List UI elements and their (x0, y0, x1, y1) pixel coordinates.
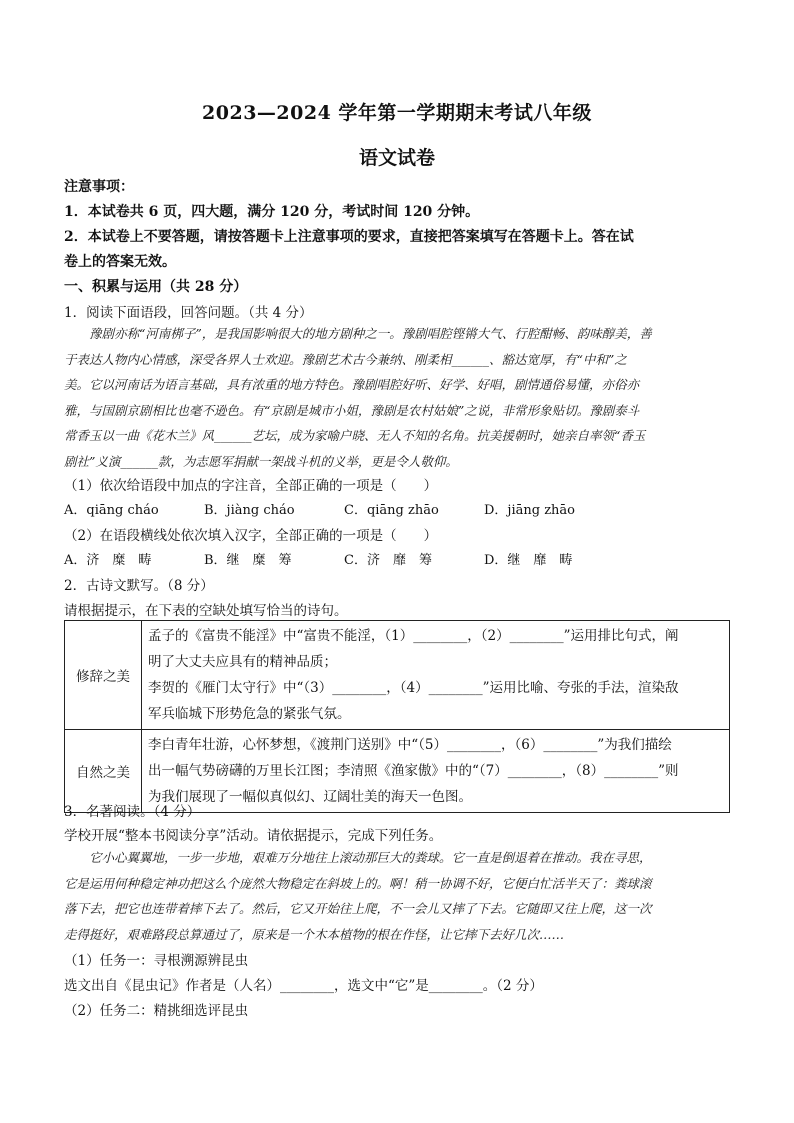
option-a: A．qiāng cháo (64, 503, 159, 518)
exam-title: 2023—2024 学年第一学期期末考试八年级 (202, 102, 592, 124)
passage-line: 常香玉以一曲《花木兰》风______艺坛，成为家喻户晓、无人不知的名角。抗美援朝时，她亲自率领“香玉 (64, 428, 646, 443)
passage-line: 于表达人物内心情感，深受各界人士欢迎。豫剧艺术古今兼纳、刚柔相______、豁达宽厚，有“中和”之 (64, 351, 627, 367)
cell-line: 明了大丈夫应具有的精神品质； (148, 654, 337, 670)
question-3-task-1-text: 选文出自《昆虫记》作者是（人名）________，选文中“它”是________。（2 分） (64, 978, 543, 994)
notice-item-2-line-1: 2．本试卷上不要答题，请按答题卡上注意事项的要求，直接把答案填写在答题卡上。答在试 (64, 229, 634, 245)
question-1-sub-1-options (64, 499, 704, 518)
passage-line: 它是运用何种稳定神功把这么个庞然大物稳定在斜坡上的。啊！稍一协调不好，它便白忙活半天了：粪球滚 (64, 875, 652, 891)
cell-line: 孟子的《富贵不能淫》中“富贵不能淫，（1）________，（2）________”运用排比句式，阐 (148, 628, 679, 644)
option-a: A．济 糜 畴 (64, 553, 152, 568)
cell-line: 军兵临城下形势危急的紧张气氛。 (148, 706, 351, 722)
question-3-task-1-heading: （1）任务一：寻根溯源辨昆虫 (64, 953, 249, 969)
content-cell (142, 730, 730, 813)
section-1-heading: 一、积累与运用（共 28 分） (64, 279, 248, 295)
option-d: D．继 靡 畴 (484, 553, 573, 568)
notice-item-1: 1．本试卷共 6 页，四大题，满分 120 分，考试时间 120 分钟。 (64, 204, 480, 220)
cell-line: 为我们展现了一幅似真似幻、辽阔壮美的海天一色图。 (148, 789, 472, 805)
notice-heading: 注意事项： (64, 179, 134, 195)
passage-line: 雅，与国剧京剧相比也毫不逊色。有“京剧是城市小姐，豫剧是农村姑娘”之说，非常形象贴切。豫剧泰斗 (64, 402, 640, 418)
cell-line: 出一幅气势磅礴的万里长江图；李清照《渔家傲》中的“（7）________，（8）________”则 (148, 763, 679, 779)
option-c: C．济 靡 筹 (344, 553, 432, 568)
question-2-intro: 请根据提示，在下表的空缺处填写恰当的诗句。 (64, 603, 348, 619)
option-d: D．jiāng zhāo (484, 503, 575, 518)
question-1-sub-2-options (64, 549, 704, 568)
option-b: B．继 糜 筹 (204, 553, 292, 568)
question-1-sub-1: （1）依次给语段中加点的字注音，全部正确的一项是（ ） (64, 478, 438, 494)
exam-subtitle: 语文试卷 (358, 147, 435, 169)
content-cell (142, 621, 730, 730)
question-3-passage (64, 845, 732, 947)
poetry-table (64, 620, 730, 813)
passage-line: 它小心翼翼地，一步一步地，艰难万分地往上滚动那巨大的粪球。它一直是倒退着在推动。我在寻思， (89, 850, 652, 865)
question-1-stem: 1．阅读下面语段，回答问题。（共 4 分） (64, 305, 313, 321)
category-cell: 自然之美 (65, 730, 142, 813)
category-cell: 修辞之美 (65, 621, 142, 730)
passage-line: 走得挺好，艰难路段总算通过了，原来是一个木本植物的根在作怪，让它摔下去好几次…… (64, 926, 565, 942)
passage-line: 剧社”义演______款，为志愿军捐献一架战斗机的义举，更是令人敬仰。 (64, 453, 458, 469)
cell-line: 李白青年壮游，心怀梦想，《渡荆门送别》中“（5）________，（6）________”为我们描绘 (148, 737, 672, 753)
table-row (65, 621, 730, 730)
question-3-intro: 学校开展“整本书阅读分享”活动。请依据提示，完成下列任务。 (64, 828, 443, 844)
question-1-passage (64, 321, 732, 474)
passage-line: 美。它以河南话为语言基础，具有浓重的地方特色。豫剧唱腔好听、好学、好唱，剧情通俗易懂，亦俗亦 (64, 377, 640, 392)
option-c: C．qiāng zhāo (344, 503, 439, 518)
passage-line: 落下去，把它也连带着摔下去了。然后，它又开始往上爬，不一会儿又摔了下去。它随即又往上爬，这一次 (64, 901, 652, 916)
option-b: B．jiàng cháo (204, 503, 295, 518)
question-3-task-2-heading: （2）任务二：精挑细选评昆虫 (64, 1003, 249, 1019)
question-2-stem: 2．古诗文默写。（8 分） (64, 578, 214, 594)
cell-line: 李贺的《雁门太守行》中“（3）________，（4）________”运用比喻、夸张的手法，渲染敌 (148, 680, 679, 696)
notice-item-2-line-2: 卷上的答案无效。 (64, 254, 176, 270)
question-3-stem: 3．名著阅读。（4 分） (64, 804, 201, 820)
passage-line: 豫剧亦称“河南梆子”，是我国影响很大的地方剧种之一。豫剧唱腔铿锵大气、行腔酣畅、韵味醇美，善 (89, 326, 652, 341)
question-1-sub-2: （2）在语段横线处依次填入汉字，全部正确的一项是（ ） (64, 528, 438, 544)
